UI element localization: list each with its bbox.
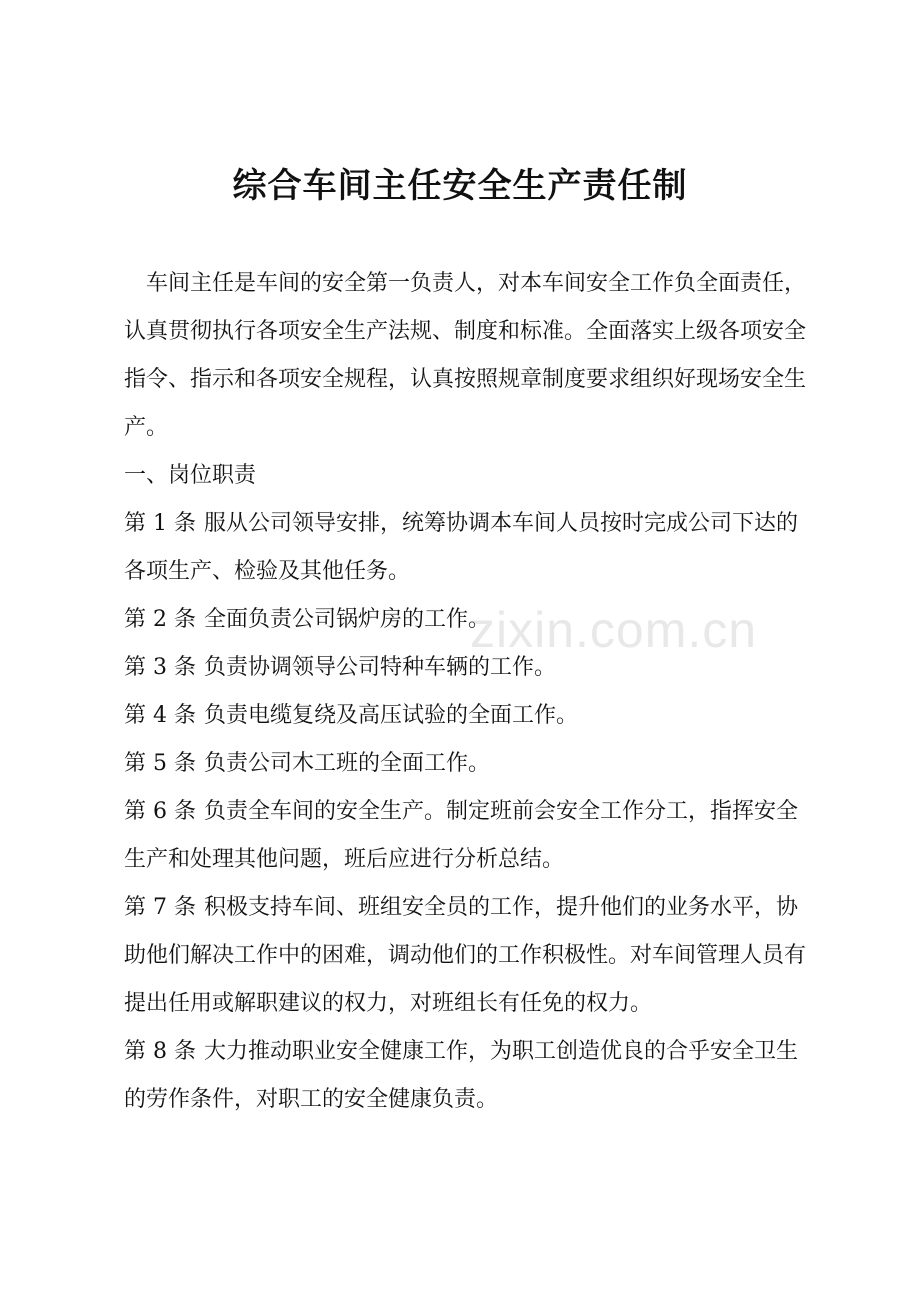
article-number: 第 5 条 <box>124 751 196 776</box>
article-3 <box>124 644 814 692</box>
article-number: 第 8 条 <box>124 1039 196 1064</box>
article-text: 大力推动职业安全健康工作，为职工创造优良的合乎安全卫生的劳作条件，对职工的安全健康负责。 <box>124 1039 798 1112</box>
article-7 <box>124 884 814 1028</box>
article-text: 负责电缆复绕及高压试验的全面工作。 <box>203 703 578 728</box>
article-1 <box>124 500 814 596</box>
article-4 <box>124 692 814 740</box>
article-number: 第 1 条 <box>124 511 196 536</box>
article-number: 第 2 条 <box>124 607 196 632</box>
article-6 <box>124 788 814 884</box>
article-8 <box>124 1028 814 1124</box>
section-heading: 一、岗位职责 <box>124 463 257 488</box>
article-text: 负责公司木工班的全面工作。 <box>203 751 490 776</box>
article-number: 第 7 条 <box>124 895 196 920</box>
article-number: 第 4 条 <box>124 703 196 728</box>
article-2 <box>124 596 814 644</box>
article-text: 负责协调领导公司特种车辆的工作。 <box>203 655 556 680</box>
article-text: 积极支持车间、班组安全员的工作，提升他们的业务水平，协助他们解决工作中的困难，调动他们的工作积极性。对车间管理人员有提出任用或解职建议的权力，对班组长有任免的权力。 <box>124 895 807 1016</box>
article-text: 负责全车间的安全生产。制定班前会安全工作分工，指挥安全生产和处理其他问题，班后应进行分析总结。 <box>124 799 798 872</box>
article-number: 第 3 条 <box>124 655 196 680</box>
document-title: 综合车间主任安全生产责任制 <box>232 166 688 206</box>
intro-paragraph: 车间主任是车间的安全第一负责人，对本车间安全工作负全面责任，认真贯彻执行各项安全生产法规、制度和标准。全面落实上级各项安全指令、指示和各项安全规程，认真按照规章制度要求组织好现场安全生产。 <box>124 271 807 440</box>
watermark: zixin.com.cn <box>470 602 758 658</box>
article-text: 服从公司领导安排，统筹协调本车间人员按时完成公司下达的各项生产、检验及其他任务。 <box>124 511 798 584</box>
article-number: 第 6 条 <box>124 799 196 824</box>
article-text: 全面负责公司锅炉房的工作。 <box>203 607 490 632</box>
document-body <box>124 260 814 1124</box>
article-5 <box>124 740 814 788</box>
